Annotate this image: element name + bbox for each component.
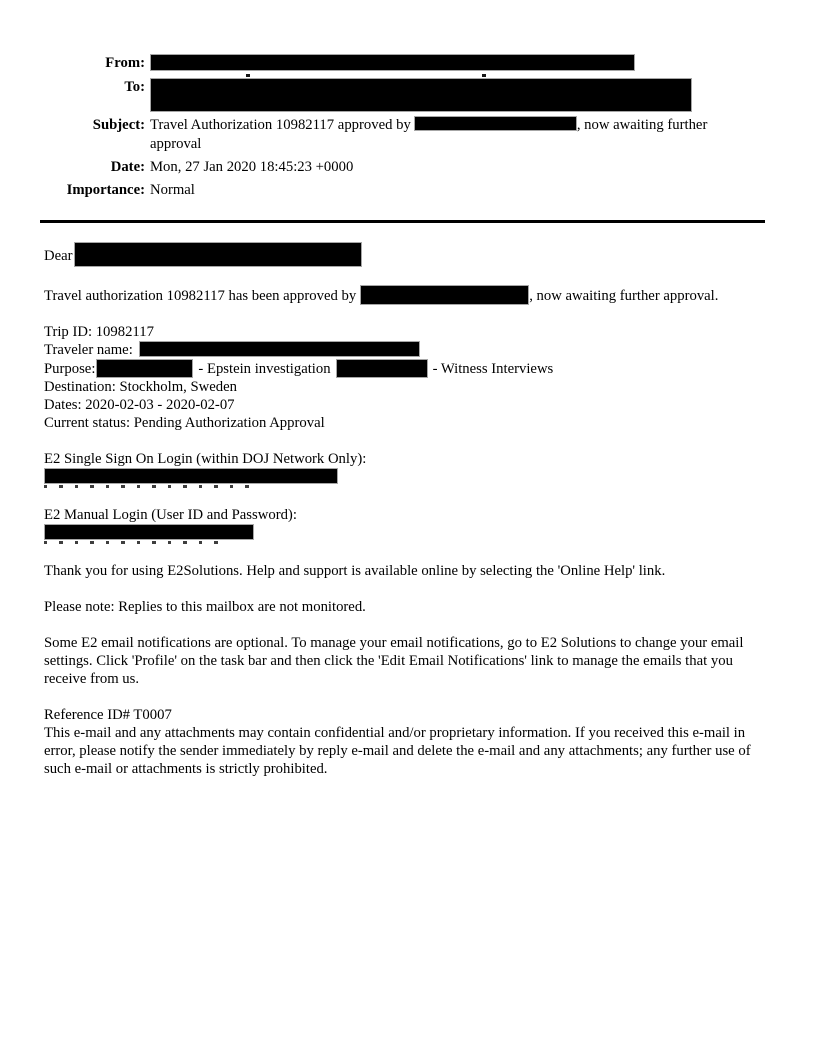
greeting-redaction-bar [74, 242, 362, 267]
status-label: Current status: [44, 415, 131, 431]
redaction-artifact [482, 74, 486, 77]
destination-value: Stockholm, Sweden [119, 379, 237, 395]
thanks-paragraph: Thank you for using E2Solutions. Help and support is available online by selecting the 'Online Help' link. [44, 563, 666, 579]
purpose-line [44, 359, 770, 378]
dates-label: Dates: [44, 397, 82, 413]
approver-redaction-bar [360, 285, 529, 305]
greeting-line [44, 242, 770, 267]
to-redaction-bar [150, 78, 692, 112]
subject-redaction-bar [414, 116, 577, 131]
notifications-paragraph: Some E2 email notifications are optional. To manage your email notifications, go to E2 Solutions to change your email settings. Click 'Profile' on the task bar and then click the 'Edit Email Notifications' link to manage the emails that you receive from us. [44, 635, 744, 687]
trip-id-value: 10982117 [95, 324, 154, 340]
redaction-artifact [44, 541, 227, 544]
subject-text-suffix: , now awaiting further approval [150, 117, 708, 152]
trip-id-label: Trip ID: [44, 324, 93, 340]
sso-login-section [44, 450, 770, 488]
approval-text-suffix: , now awaiting further approval. [529, 288, 719, 304]
subject-value [150, 116, 751, 154]
traveler-redaction-bar [139, 341, 420, 357]
purpose-redaction-bar-2 [336, 359, 428, 378]
greeting-text: Dear [44, 248, 73, 264]
sso-link-redaction-bar [44, 468, 338, 484]
status-line [44, 414, 770, 432]
manual-heading: E2 Manual Login (User ID and Password): [44, 507, 297, 523]
manual-link-redaction-bar [44, 524, 254, 540]
destination-line [44, 378, 770, 396]
approval-text-prefix: Travel authorization 10982117 has been approved by [44, 288, 357, 304]
email-body [44, 242, 770, 778]
purpose-text-suffix: - Witness Interviews [432, 361, 554, 377]
purpose-text-mid: - Epstein investigation [198, 361, 331, 377]
subject-label: Subject: [92, 117, 145, 133]
traveler-line [44, 341, 770, 359]
importance-value: Normal [150, 182, 195, 198]
purpose-label: Purpose: [44, 361, 96, 377]
from-label: From: [105, 55, 145, 71]
date-label: Date: [110, 159, 145, 175]
from-value [150, 54, 751, 74]
status-value: Pending Authorization Approval [133, 415, 325, 431]
dates-value: 2020-02-03 - 2020-02-07 [85, 397, 235, 413]
to-value [150, 78, 751, 112]
importance-label: Importance: [66, 182, 145, 198]
from-redaction-bar [150, 54, 635, 71]
redaction-artifact [246, 74, 250, 77]
sso-heading: E2 Single Sign On Login (within DOJ Network Only): [44, 451, 367, 467]
manual-login-section [44, 506, 770, 544]
reference-id-line: Reference ID# T0007 [44, 707, 172, 723]
subject-text-prefix: Travel Authorization 10982117 approved by [150, 117, 411, 133]
date-value: Mon, 27 Jan 2020 18:45:23 +0000 [150, 159, 354, 175]
traveler-label: Traveler name: [44, 342, 133, 358]
note-paragraph: Please note: Replies to this mailbox are not monitored. [44, 599, 366, 615]
approval-line [44, 285, 770, 305]
purpose-redaction-bar-1 [96, 359, 193, 378]
to-label: To: [124, 79, 145, 95]
trip-details [44, 323, 770, 432]
email-header [44, 54, 770, 200]
trip-id-line [44, 323, 770, 341]
header-divider [40, 220, 765, 223]
destination-label: Destination: [44, 379, 116, 395]
footer-paragraph [44, 706, 770, 778]
dates-line [44, 396, 770, 414]
disclaimer-text: This e-mail and any attachments may contain confidential and/or proprietary information. If you received this e-mail in error, please notify the sender immediately by reply e-mail and delete the e-mail and any attachments; any further use of such e-mail or attachments is strictly prohibited. [44, 725, 751, 777]
redaction-artifact [44, 485, 249, 488]
